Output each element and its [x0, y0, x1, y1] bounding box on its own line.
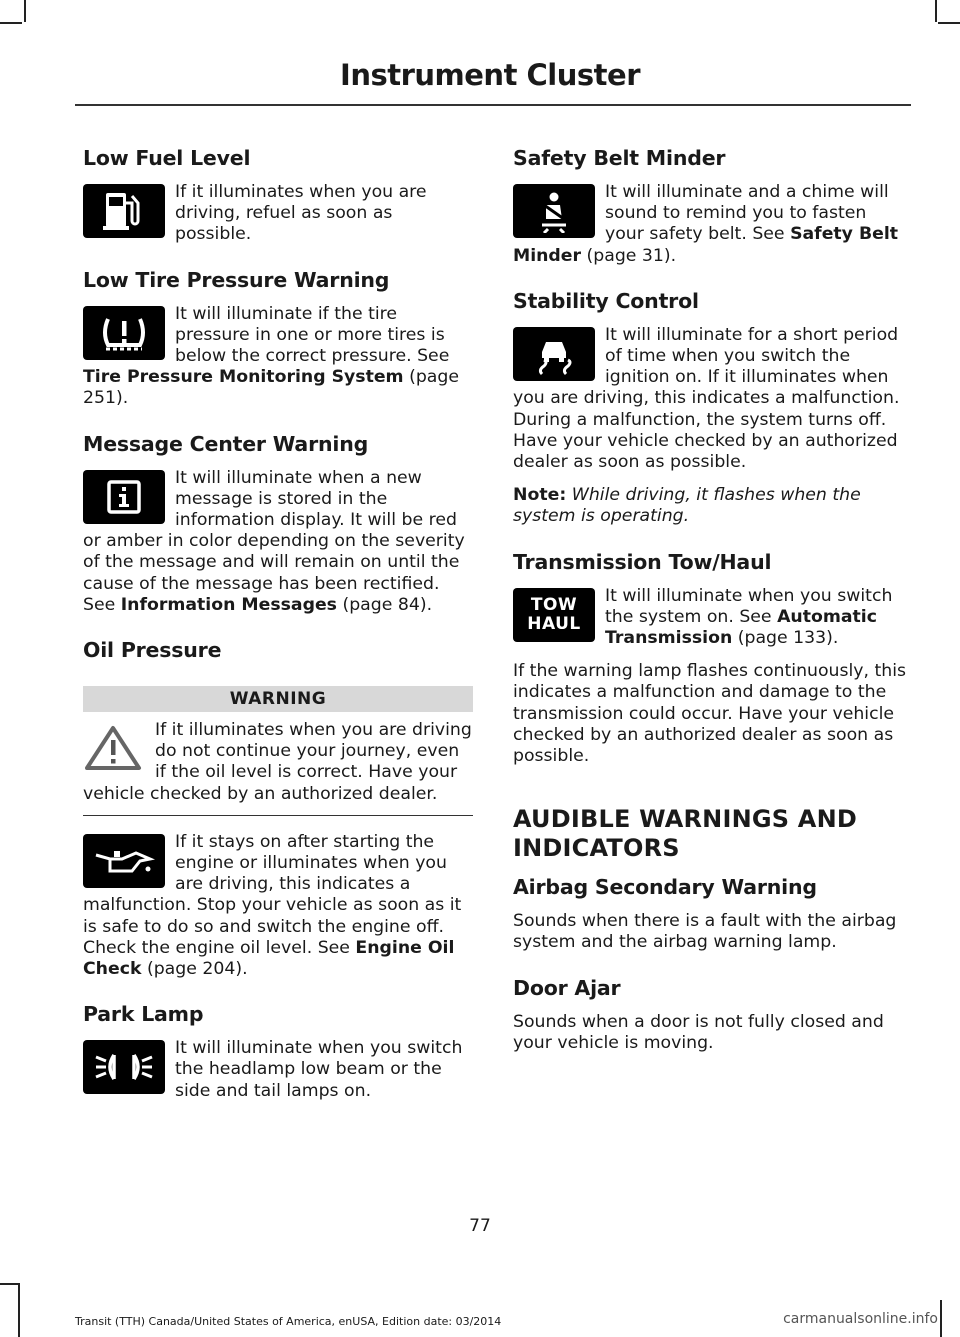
seat-belt-icon	[513, 184, 595, 238]
watermark: carmanualsonline.info	[783, 1311, 938, 1327]
section-heading: Low Fuel Level	[83, 146, 251, 170]
chapter-heading: AUDIBLE WARNINGS AND INDICATORS	[513, 805, 857, 863]
note-content: While driving, it flashes when the system is operating.	[513, 485, 861, 527]
cross-reference-link[interactable]: Safety Belt Minder	[513, 224, 899, 266]
section-heading: Message Center Warning	[83, 431, 369, 456]
header-rule	[75, 104, 911, 106]
section-text: Sounds when a door is not fully closed and your vehicle is moving.	[513, 1011, 884, 1053]
stability-control-section	[513, 289, 907, 540]
warning-text: If it illuminates when you are driving do not continue your journey, even if the oil level is correct. Have your vehicle checked by an authorized dealer.	[83, 720, 472, 804]
oil-pressure-section	[83, 638, 473, 992]
tow-haul-icon	[513, 588, 595, 642]
right-column	[513, 146, 907, 1076]
tow-haul-icon-line: HAUL	[527, 613, 581, 634]
note-text	[513, 485, 907, 527]
tire-pressure-section	[83, 268, 473, 422]
section-text: It will illuminate for a short period of time when you switch the ignition on. If it illuminates when you are driving, this indicates a malfunction. During a malfunction, the system turns off. Have your vehicle checked by an authorized dealer as soon as possible.	[513, 324, 900, 473]
cross-reference-link[interactable]: Information Messages	[120, 594, 337, 615]
crop-mark	[24, 0, 26, 22]
door-ajar-section	[513, 976, 907, 1066]
information-icon	[83, 470, 165, 524]
cross-reference-link[interactable]: Automatic Transmission	[605, 606, 877, 649]
cross-reference-link[interactable]: Engine Oil Check	[83, 937, 455, 980]
section-heading: Low Tire Pressure Warning	[83, 267, 390, 292]
safety-belt-section	[513, 146, 907, 279]
cross-reference-link[interactable]: Tire Pressure Monitoring System	[83, 367, 404, 388]
page-number: 77	[469, 1216, 491, 1236]
page-reference: (page 251).	[83, 367, 459, 409]
page-reference: (page 31).	[581, 245, 677, 266]
page-reference: (page 204).	[141, 959, 248, 980]
section-heading: Stability Control	[513, 288, 699, 313]
section-heading: Door Ajar	[513, 975, 621, 1000]
text-part: If it stays on after starting the engine or illuminates when you are driving, this indicates a malfunction. Stop your vehicle as soon as it is safe to do so and switch the engine off. Check the engine oil level. See	[83, 831, 462, 958]
oil-can-icon	[83, 834, 165, 888]
tow-haul-section	[513, 550, 907, 780]
page-title: Instrument Cluster	[340, 58, 640, 92]
section-heading: Park Lamp	[83, 1002, 204, 1027]
crop-mark	[940, 1300, 942, 1337]
tow-haul-icon-line: TOW	[530, 594, 578, 615]
section-heading: Transmission Tow/Haul	[513, 549, 772, 574]
note-label: Note:	[513, 485, 567, 506]
tire-pressure-icon	[83, 306, 165, 360]
page-reference: (page 133).	[732, 628, 839, 649]
crop-mark	[0, 1283, 18, 1285]
park-lamp-icon	[83, 1040, 165, 1094]
fuel-pump-icon	[83, 184, 165, 238]
section-text: If the warning lamp flashes continuously, this indicates a malfunction and damage to the transmission could occur. Have your vehicle checked by an authorized dealer as soon as possible.	[513, 661, 907, 767]
crop-mark	[938, 22, 960, 24]
text-part: It will illuminate when you switch the system on. See	[605, 585, 893, 627]
warning-box	[83, 720, 473, 816]
text-part: It will illuminate if the tire pressure in one or more tires is below the correct pressure. See	[175, 303, 450, 367]
section-heading: Oil Pressure	[83, 638, 222, 663]
section-text: Sounds when there is a fault with the airbag system and the airbag warning lamp.	[513, 911, 897, 953]
airbag-warning-section	[513, 875, 907, 965]
page-reference: (page 84).	[336, 594, 433, 615]
text-part: It will illuminate when a new message is stored in the information display. It will be red or amber in color depending on the severity of the message and will remain on until the cause of the message has been rectified. See	[83, 467, 465, 615]
section-heading: Safety Belt Minder	[513, 146, 726, 170]
section-text: It will illuminate when you switch the headlamp low beam or the side and tail lamps on.	[175, 1038, 463, 1101]
stability-control-icon	[513, 327, 595, 381]
low-fuel-section	[83, 146, 473, 258]
crop-mark	[18, 1283, 20, 1337]
message-center-section	[83, 432, 473, 628]
section-text: If it illuminates when you are driving, refuel as soon as possible.	[175, 182, 427, 245]
text-part: It will illuminate and a chime will sound to remind you to fasten your safety belt. See	[605, 182, 889, 245]
warning-triangle-icon	[83, 724, 143, 772]
park-lamp-section	[83, 1002, 473, 1114]
crop-mark	[935, 0, 937, 22]
footer-text: Transit (TTH) Canada/United States of America, enUSA, Edition date: 03/2014	[75, 1315, 502, 1328]
section-heading: Airbag Secondary Warning	[513, 875, 817, 900]
crop-mark	[0, 22, 22, 24]
left-column	[83, 146, 473, 1124]
warning-label: WARNING	[83, 686, 473, 712]
